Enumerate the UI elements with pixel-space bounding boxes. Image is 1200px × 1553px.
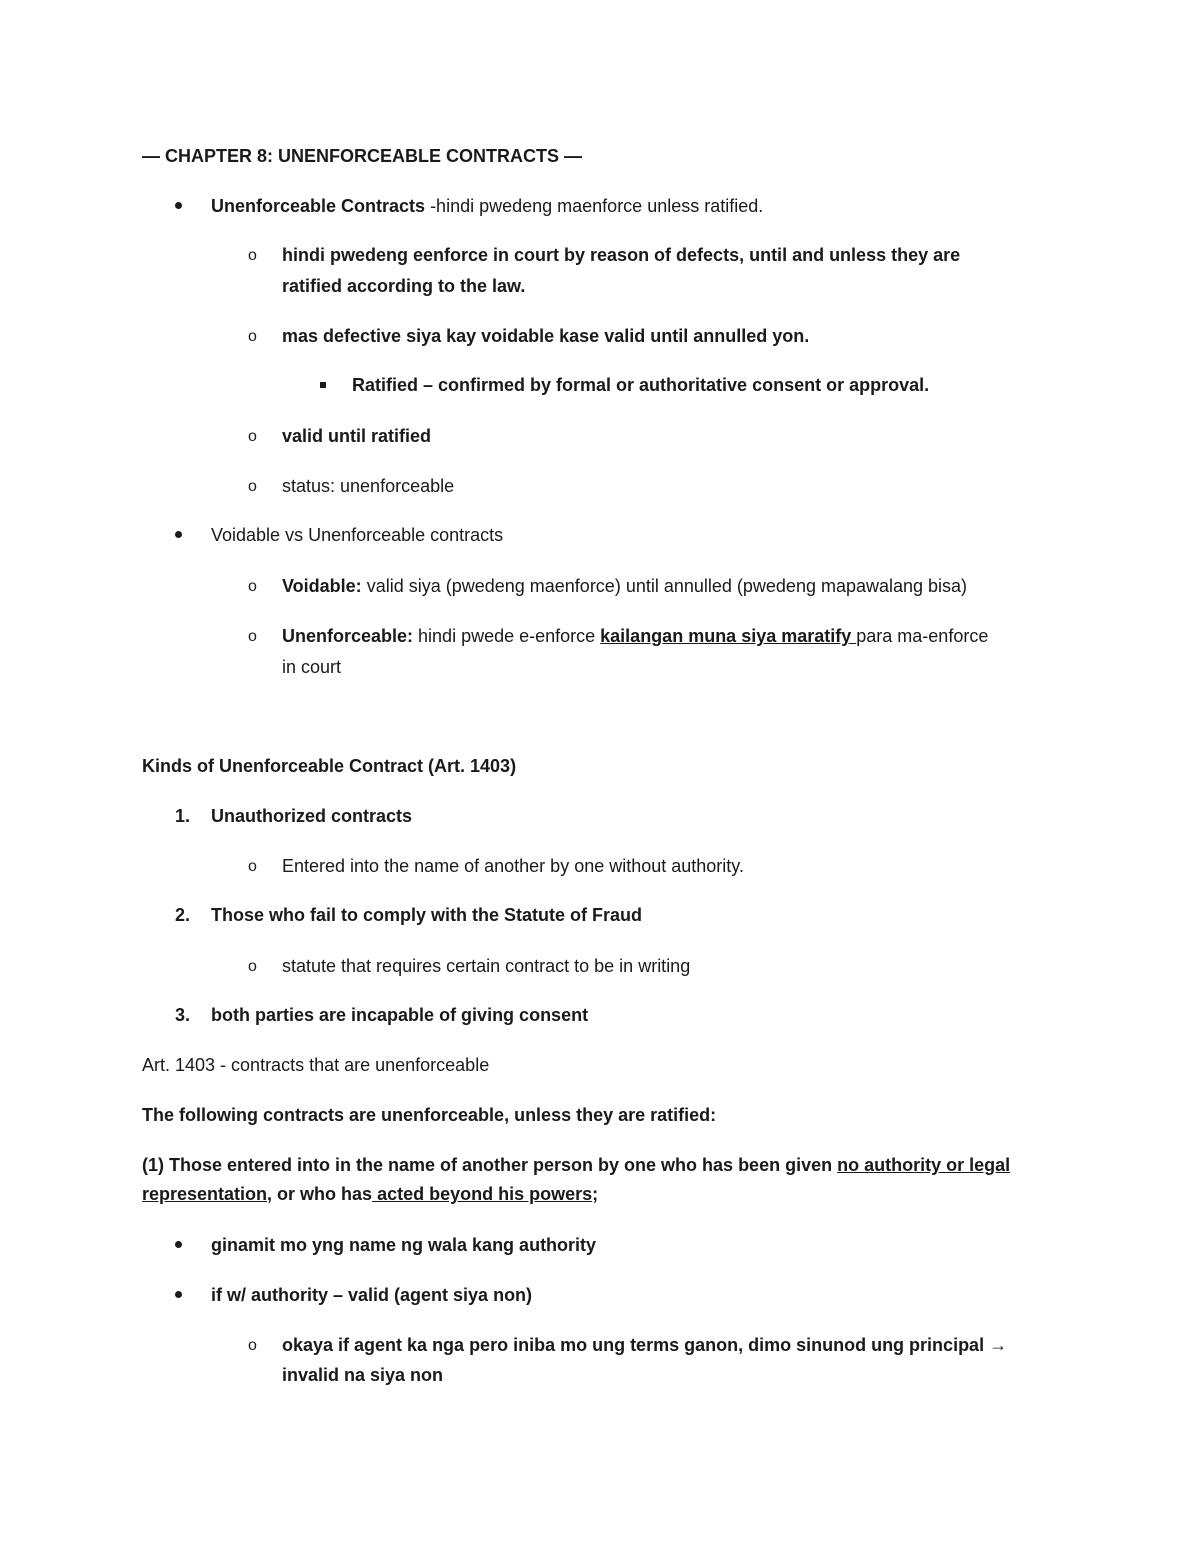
vs-voidable: [282, 575, 967, 597]
vs-heading: Voidable vs Unenforceable contracts: [211, 525, 504, 545]
intro-def: -hindi pwedeng maenforce unless ratified.: [425, 196, 764, 216]
p1-a: (1) Those entered into in the name of another person by one who has been given: [142, 1155, 838, 1175]
intro-term: Unenforceable Contracts: [211, 196, 426, 216]
bullet-icon: [175, 1291, 182, 1298]
p1-b: , or who has: [267, 1184, 373, 1204]
intro-line: [211, 195, 763, 217]
art-bullet-2: if w/ authority – valid (agent siya non): [211, 1285, 533, 1305]
kind-label: Unauthorized contracts: [211, 806, 413, 826]
p1-c: ;: [592, 1184, 599, 1204]
intro-sub3: valid until ratified: [282, 426, 432, 446]
chapter-title: — CHAPTER 8: UNENFORCEABLE CONTRACTS —: [142, 146, 583, 166]
art-p1-line2: [142, 1183, 598, 1205]
voidable-def: valid siya (pwedeng maenforce) until annulled (pwedeng mapawalang bisa): [361, 576, 968, 596]
square-bullet-icon: [320, 382, 326, 388]
voidable-term: Voidable:: [282, 576, 362, 596]
intro-sub2: mas defective siya kay voidable kase valid until annulled yon.: [282, 326, 810, 346]
art-sub-line1: [282, 1334, 1007, 1356]
circle-bullet-icon: o: [248, 578, 257, 595]
art-p1-line1: [142, 1154, 1010, 1176]
kind-number: 1.: [175, 806, 191, 826]
unenf-def-underlined: kailangan muna siya maratify: [600, 626, 857, 646]
p1-underlined-1: no authority or legal: [837, 1155, 1011, 1175]
intro-sub4: status: unenforceable: [282, 476, 455, 496]
intro-sub1-b: ratified according to the law.: [282, 276, 526, 296]
unenf-term: Unenforceable:: [282, 626, 414, 646]
kind-number: 2.: [175, 905, 191, 925]
circle-bullet-icon: o: [248, 958, 257, 975]
vs-unenforceable: [282, 625, 988, 647]
circle-bullet-icon: o: [248, 328, 257, 345]
circle-bullet-icon: o: [248, 628, 257, 645]
unenf-def-a: hindi pwede e-enforce: [413, 626, 601, 646]
art-sub-a: okaya if agent ka nga pero iniba mo ung terms ganon, dimo sinunod ung principal: [282, 1335, 985, 1355]
bullet-icon: [175, 531, 182, 538]
p1-underlined-3: acted beyond his powers: [372, 1184, 593, 1204]
unenf-def-b: para ma-enforce: [856, 626, 989, 646]
art-following: The following contracts are unenforceable, unless they are ratified:: [142, 1105, 717, 1125]
kinds-heading: Kinds of Unenforceable Contract (Art. 1403): [142, 756, 517, 776]
circle-bullet-icon: o: [248, 428, 257, 445]
kind-sub: statute that requires certain contract to be in writing: [282, 956, 691, 976]
unenf-def-c: in court: [282, 657, 342, 677]
circle-bullet-icon: o: [248, 247, 257, 264]
circle-bullet-icon: o: [248, 1337, 257, 1354]
kind-sub: Entered into the name of another by one without authority.: [282, 856, 744, 876]
art-line: Art. 1403 - contracts that are unenforceable: [142, 1055, 490, 1075]
arrow-right-icon: →: [989, 1335, 1008, 1355]
intro-subsub: Ratified – confirmed by formal or authoritative consent or approval.: [352, 375, 930, 395]
kind-number: 3.: [175, 1005, 191, 1025]
bullet-icon: [175, 1241, 182, 1248]
art-sub-b: invalid na siya non: [282, 1365, 444, 1385]
circle-bullet-icon: o: [248, 858, 257, 875]
art-bullet-1: ginamit mo yng name ng wala kang authority: [211, 1235, 597, 1255]
p1-underlined-2: representation: [142, 1184, 268, 1204]
intro-sub1-a: hindi pwedeng eenforce in court by reason of defects, until and unless they are: [282, 245, 961, 265]
kind-label: Those who fail to comply with the Statute of Fraud: [211, 905, 643, 925]
circle-bullet-icon: o: [248, 478, 257, 495]
kind-label: both parties are incapable of giving consent: [211, 1005, 589, 1025]
bullet-icon: [175, 202, 182, 209]
